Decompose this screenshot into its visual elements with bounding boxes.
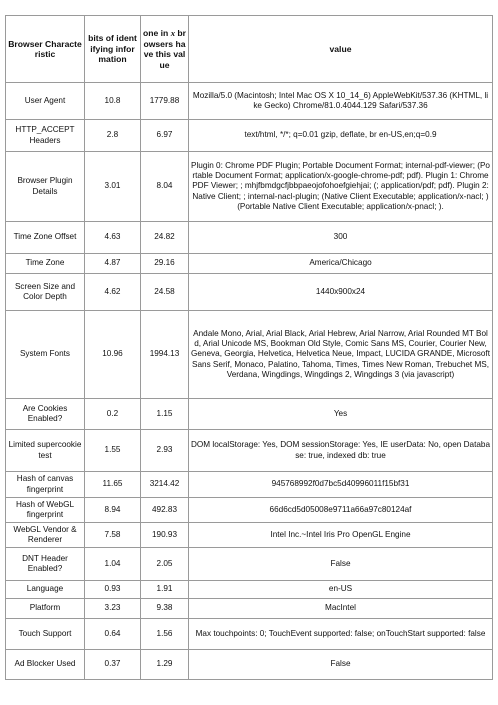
header-one-in-x: one in x browsers have this value	[141, 16, 189, 83]
table-row	[6, 399, 493, 430]
table-row	[6, 222, 493, 254]
row-value: Plugin 0: Chrome PDF Plugin; Portable Document Format; internal-pdf-viewer; (Portable Document Format; application/x-google-chrome-pdf; pdf). Plugin 1: Chrome PDF Viewer; ; mhjfbmdgcfjbbpaeojofohoefgiehjai; (; application/pdf; pdf). Plugin 2: Native Client; ; internal-nacl-plugin; (Native Client Executable; application/x-nacl; ) (Portable Native Client Executable; application/x-pnacl; ).	[189, 152, 493, 222]
table-row	[6, 472, 493, 498]
fingerprint-table	[5, 15, 493, 680]
row-characteristic: Language	[6, 581, 85, 599]
header-value: value	[189, 16, 493, 83]
table-row	[6, 619, 493, 650]
table-row	[6, 581, 493, 599]
row-one-in-x: 6.97	[141, 120, 189, 152]
row-bits: 3.01	[85, 152, 141, 222]
row-bits: 10.96	[85, 311, 141, 399]
row-characteristic: User Agent	[6, 83, 85, 120]
table-row	[6, 274, 493, 311]
row-one-in-x: 24.58	[141, 274, 189, 311]
row-value: DOM localStorage: Yes, DOM sessionStorage: Yes, IE userData: No, open Database: true, indexed db: true	[189, 430, 493, 472]
row-one-in-x: 1779.88	[141, 83, 189, 120]
header-characteristic: Browser Characteristic	[6, 16, 85, 83]
row-characteristic: Time Zone	[6, 254, 85, 274]
table-row	[6, 498, 493, 523]
row-bits: 10.8	[85, 83, 141, 120]
row-bits: 1.04	[85, 548, 141, 581]
row-value: Mozilla/5.0 (Macintosh; Intel Mac OS X 10_14_6) AppleWebKit/537.36 (KHTML, like Gecko) Chrome/81.0.4044.129 Safari/537.36	[189, 83, 493, 120]
row-one-in-x: 3214.42	[141, 472, 189, 498]
row-value: MacIntel	[189, 599, 493, 619]
row-one-in-x: 1.29	[141, 650, 189, 680]
row-bits: 3.23	[85, 599, 141, 619]
row-characteristic: Hash of canvas fingerprint	[6, 472, 85, 498]
table-row	[6, 311, 493, 399]
row-characteristic: System Fonts	[6, 311, 85, 399]
table-row	[6, 650, 493, 680]
table-header-row	[6, 16, 493, 83]
table-row	[6, 83, 493, 120]
row-characteristic: HTTP_ACCEPT Headers	[6, 120, 85, 152]
row-value: 1440x900x24	[189, 274, 493, 311]
row-bits: 4.87	[85, 254, 141, 274]
row-one-in-x: 1994.13	[141, 311, 189, 399]
header-bits: bits of identifying information	[85, 16, 141, 83]
row-bits: 4.62	[85, 274, 141, 311]
row-characteristic: Ad Blocker Used	[6, 650, 85, 680]
row-bits: 7.58	[85, 523, 141, 548]
row-value: False	[189, 548, 493, 581]
row-characteristic: Screen Size and Color Depth	[6, 274, 85, 311]
row-one-in-x: 1.56	[141, 619, 189, 650]
row-bits: 0.64	[85, 619, 141, 650]
row-characteristic: Limited supercookie test	[6, 430, 85, 472]
row-one-in-x: 1.91	[141, 581, 189, 599]
table-row	[6, 254, 493, 274]
row-bits: 2.8	[85, 120, 141, 152]
row-characteristic: Time Zone Offset	[6, 222, 85, 254]
table-row	[6, 548, 493, 581]
row-value: 300	[189, 222, 493, 254]
row-bits: 0.37	[85, 650, 141, 680]
table-row	[6, 430, 493, 472]
row-value: 945768992f0d7bc5d40996011f15bf31	[189, 472, 493, 498]
row-value: Intel Inc.~Intel Iris Pro OpenGL Engine	[189, 523, 493, 548]
table-row	[6, 599, 493, 619]
row-one-in-x: 1.15	[141, 399, 189, 430]
row-value: Yes	[189, 399, 493, 430]
row-value: text/html, */*; q=0.01 gzip, deflate, br en-US,en;q=0.9	[189, 120, 493, 152]
row-one-in-x: 29.16	[141, 254, 189, 274]
row-bits: 4.63	[85, 222, 141, 254]
row-characteristic: DNT Header Enabled?	[6, 548, 85, 581]
row-bits: 0.93	[85, 581, 141, 599]
row-bits: 8.94	[85, 498, 141, 523]
row-one-in-x: 24.82	[141, 222, 189, 254]
row-one-in-x: 2.05	[141, 548, 189, 581]
row-bits: 0.2	[85, 399, 141, 430]
row-characteristic: Are Cookies Enabled?	[6, 399, 85, 430]
row-bits: 1.55	[85, 430, 141, 472]
row-characteristic: Touch Support	[6, 619, 85, 650]
row-value: America/Chicago	[189, 254, 493, 274]
table-row	[6, 120, 493, 152]
table-body	[6, 83, 493, 680]
row-characteristic: WebGL Vendor & Renderer	[6, 523, 85, 548]
row-one-in-x: 492.83	[141, 498, 189, 523]
row-one-in-x: 190.93	[141, 523, 189, 548]
row-value: en-US	[189, 581, 493, 599]
fingerprint-table-container	[5, 15, 493, 680]
table-row	[6, 523, 493, 548]
row-value: Max touchpoints: 0; TouchEvent supported: false; onTouchStart supported: false	[189, 619, 493, 650]
row-characteristic: Browser Plugin Details	[6, 152, 85, 222]
row-one-in-x: 9.38	[141, 599, 189, 619]
table-row	[6, 152, 493, 222]
row-characteristic: Platform	[6, 599, 85, 619]
row-one-in-x: 8.04	[141, 152, 189, 222]
row-one-in-x: 2.93	[141, 430, 189, 472]
row-characteristic: Hash of WebGL fingerprint	[6, 498, 85, 523]
row-value: 66d6cd5d05008e9711a66a97c80124af	[189, 498, 493, 523]
row-value: Andale Mono, Arial, Arial Black, Arial Hebrew, Arial Narrow, Arial Rounded MT Bold, Arial Unicode MS, Bookman Old Style, Comic Sans MS, Courier, Courier New, Geneva, Georgia, Helvetica, Helvetica Neue, Impact, LUCIDA GRANDE, Microsoft Sans Serif, Monaco, Palatino, Tahoma, Times, Times New Roman, Trebuchet MS, Verdana, Wingdings, Wingdings 2, Wingdings 3 (via javascript)	[189, 311, 493, 399]
row-value: False	[189, 650, 493, 680]
row-bits: 11.65	[85, 472, 141, 498]
